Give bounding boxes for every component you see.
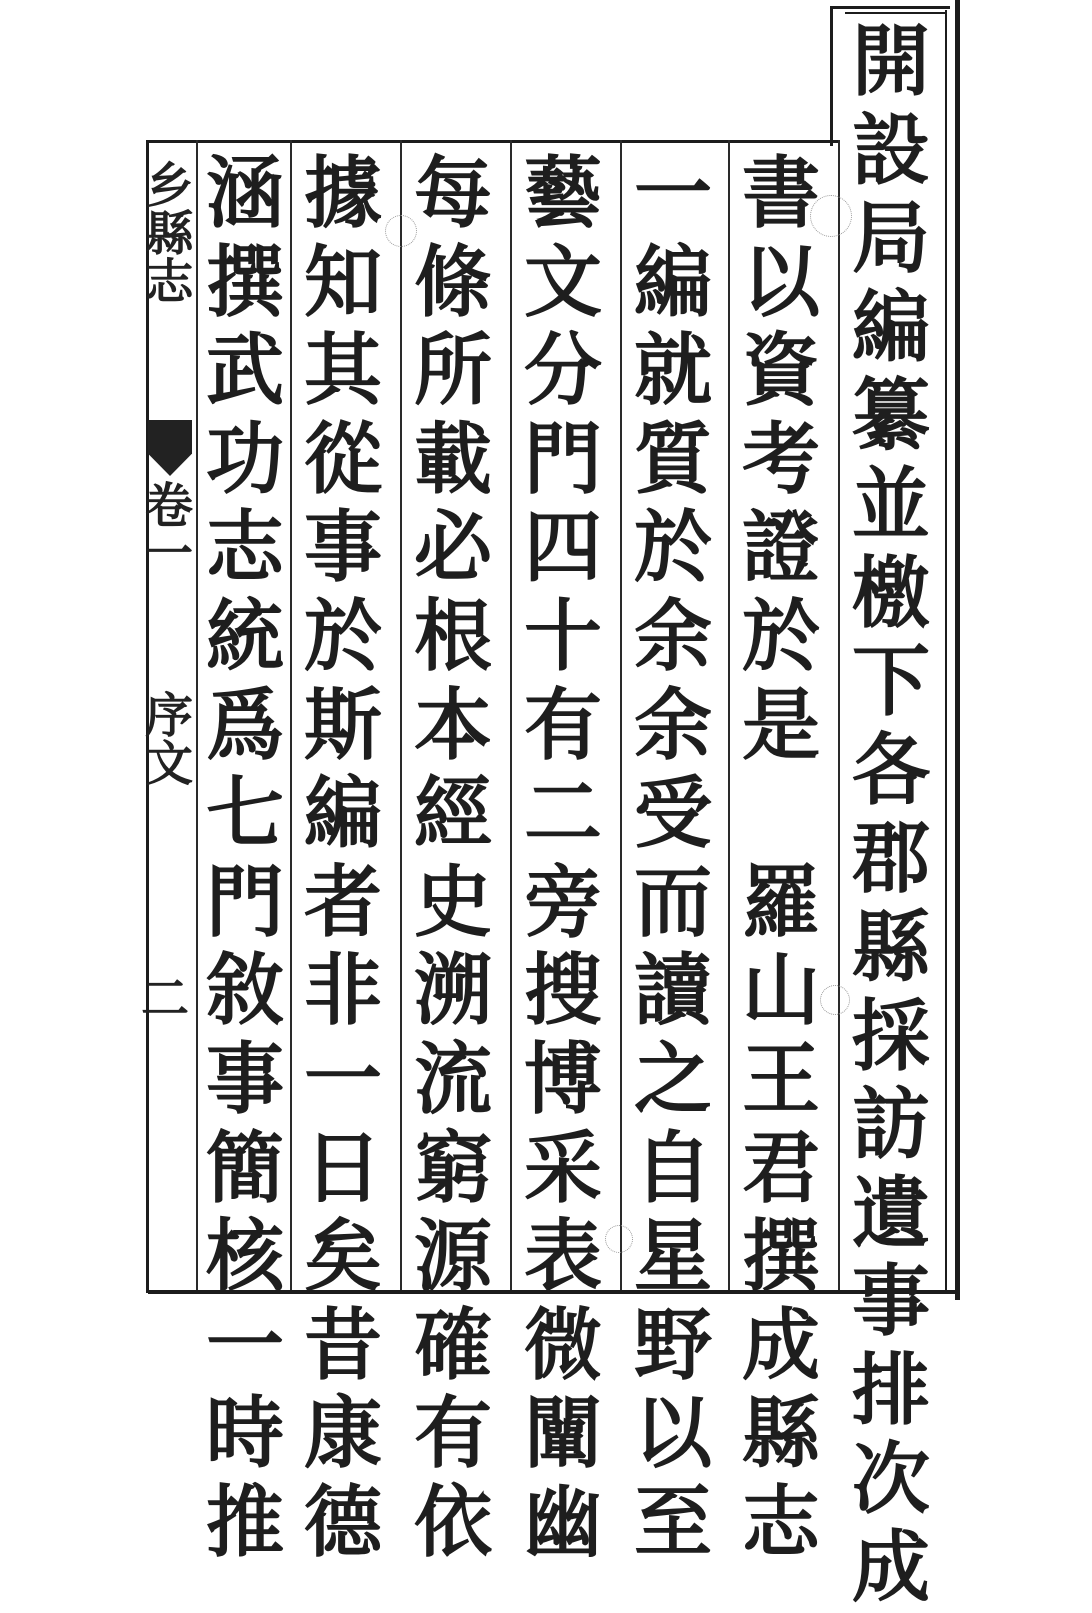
character: 文: [523, 236, 602, 328]
character: 敘: [205, 945, 284, 1037]
character: 至: [633, 1476, 712, 1568]
margin-label-text: 序文: [136, 690, 193, 786]
character: 一: [303, 1033, 382, 1125]
margin-volume-text: 卷一: [136, 480, 193, 576]
character: 十: [523, 590, 602, 682]
character: 於: [741, 590, 820, 682]
character: 事: [303, 502, 382, 594]
character: 以: [741, 236, 820, 328]
text-column-2: [736, 150, 826, 1568]
character: 門: [205, 856, 284, 948]
column-separator: [290, 140, 292, 1290]
character: 依: [413, 1476, 492, 1568]
character: 志: [205, 502, 284, 594]
character: 史: [413, 856, 492, 948]
character: 爲: [205, 679, 284, 771]
character: 據: [303, 148, 382, 239]
character: 編: [851, 281, 930, 373]
character: 旁: [523, 856, 602, 948]
character: 讀: [633, 945, 712, 1037]
paper-stain: [820, 985, 850, 1015]
character: 是: [741, 679, 820, 771]
character: 遺: [851, 1167, 930, 1259]
character: 載: [413, 413, 492, 505]
character: 於: [633, 502, 712, 594]
character: 自: [633, 1122, 712, 1214]
margin-page-number: [140, 960, 190, 1029]
character: 推: [205, 1476, 284, 1568]
character: 知: [303, 236, 382, 328]
character: 於: [303, 590, 382, 682]
character: 撰: [741, 1211, 820, 1303]
character: 矣: [303, 1211, 382, 1303]
character: 一: [205, 1299, 284, 1391]
character: 本: [413, 679, 492, 771]
character: 君: [741, 1122, 820, 1214]
character: 非: [303, 945, 382, 1037]
character: 從: [303, 413, 382, 505]
character: 王: [741, 1033, 820, 1125]
character: 事: [205, 1033, 284, 1125]
character: 功: [205, 413, 284, 505]
frame-right-inner: [945, 10, 947, 1290]
character: 經: [413, 768, 492, 860]
character: 博: [523, 1033, 602, 1125]
character: 德: [303, 1476, 382, 1568]
character: 藝: [523, 148, 602, 239]
frame-left-notch: [830, 6, 833, 146]
character: 有: [523, 679, 602, 771]
character: 日: [303, 1122, 382, 1214]
text-column-5: [408, 150, 498, 1568]
character: 門: [523, 413, 602, 505]
character: 窮: [413, 1122, 492, 1214]
character: 必: [413, 502, 492, 594]
character: 余: [633, 590, 712, 682]
character: 表: [523, 1211, 602, 1303]
character: 星: [633, 1211, 712, 1303]
character: 編: [633, 236, 712, 328]
character: 四: [523, 502, 602, 594]
character: 設: [851, 104, 930, 196]
character: 微: [523, 1299, 602, 1391]
paper-stain: [605, 1225, 633, 1253]
frame-inner-top-line: [845, 12, 945, 14]
text-column-7: [200, 150, 290, 1568]
character: 而: [633, 856, 712, 948]
character: 統: [205, 590, 284, 682]
character: 源: [413, 1211, 492, 1303]
paper-stain: [810, 195, 852, 237]
character: 分: [523, 325, 602, 417]
character: 次: [851, 1433, 930, 1525]
character: 事: [851, 1256, 930, 1348]
character: 昔: [303, 1299, 382, 1391]
character: 開: [851, 16, 930, 107]
character: 考: [741, 413, 820, 505]
margin-volume: [136, 480, 193, 576]
margin-title: [137, 160, 193, 304]
character: 縣: [741, 1388, 820, 1480]
character: 時: [205, 1388, 284, 1480]
character: 之: [633, 1033, 712, 1125]
character: 七: [205, 768, 284, 860]
character: 羅: [741, 856, 820, 948]
character: 野: [633, 1299, 712, 1391]
character: 搜: [523, 945, 602, 1037]
character: 每: [413, 148, 492, 239]
frame-right-outer: [955, 0, 960, 1300]
character: 核: [205, 1211, 284, 1303]
character: 者: [303, 856, 382, 948]
character: 志: [741, 1476, 820, 1568]
character: 武: [205, 325, 284, 417]
character: 各: [851, 724, 930, 816]
frame-header-line: [148, 140, 838, 143]
text-column-4: [518, 150, 608, 1568]
character: 一: [633, 148, 712, 239]
character: 下: [851, 636, 930, 728]
character: 溯: [413, 945, 492, 1037]
character: 二: [523, 768, 602, 860]
character: 采: [523, 1122, 602, 1214]
text-column-1: [846, 18, 936, 1613]
text-column-6: [298, 150, 388, 1568]
character: 簡: [205, 1122, 284, 1214]
character: 書: [741, 148, 820, 239]
character: 就: [633, 325, 712, 417]
character: 有: [413, 1388, 492, 1480]
character: 纂: [851, 370, 930, 462]
paper-stain: [385, 215, 417, 247]
frame-top-line: [832, 6, 950, 9]
character: 流: [413, 1033, 492, 1125]
character: 訪: [851, 1079, 930, 1171]
column-separator: [838, 140, 840, 1290]
page-number-text: 二: [140, 971, 189, 1027]
column-separator: [728, 140, 730, 1290]
character: 幽: [523, 1476, 602, 1568]
character: 條: [413, 236, 492, 328]
character: 郡: [851, 813, 930, 905]
character: 採: [851, 990, 930, 1082]
character: 斯: [303, 679, 382, 771]
character: 余: [633, 679, 712, 771]
character: 其: [303, 325, 382, 417]
character: 檄: [851, 547, 930, 639]
character: 並: [851, 458, 930, 550]
character: 撰: [205, 236, 284, 328]
margin-label: [136, 690, 193, 786]
character: 康: [303, 1388, 382, 1480]
character: 山: [741, 945, 820, 1037]
character: 所: [413, 325, 492, 417]
character: 闡: [523, 1388, 602, 1480]
column-separator: [510, 140, 512, 1290]
margin-title-text: 乡縣志: [137, 160, 193, 304]
character: 成: [851, 1522, 930, 1613]
character: 排: [851, 1344, 930, 1436]
character: 局: [851, 193, 930, 285]
character: 縣: [851, 901, 930, 993]
column-separator: [400, 140, 402, 1290]
character: 確: [413, 1299, 492, 1391]
character: 成: [741, 1299, 820, 1391]
character: 資: [741, 325, 820, 417]
character: 證: [741, 502, 820, 594]
character: 涵: [205, 148, 284, 239]
fishtail-mark: [148, 420, 192, 476]
character: 以: [633, 1388, 712, 1480]
character: 編: [303, 768, 382, 860]
character: 受: [633, 768, 712, 860]
column-separator: [620, 140, 622, 1290]
text-column-3: [628, 150, 718, 1568]
character: 根: [413, 590, 492, 682]
character: 質: [633, 413, 712, 505]
